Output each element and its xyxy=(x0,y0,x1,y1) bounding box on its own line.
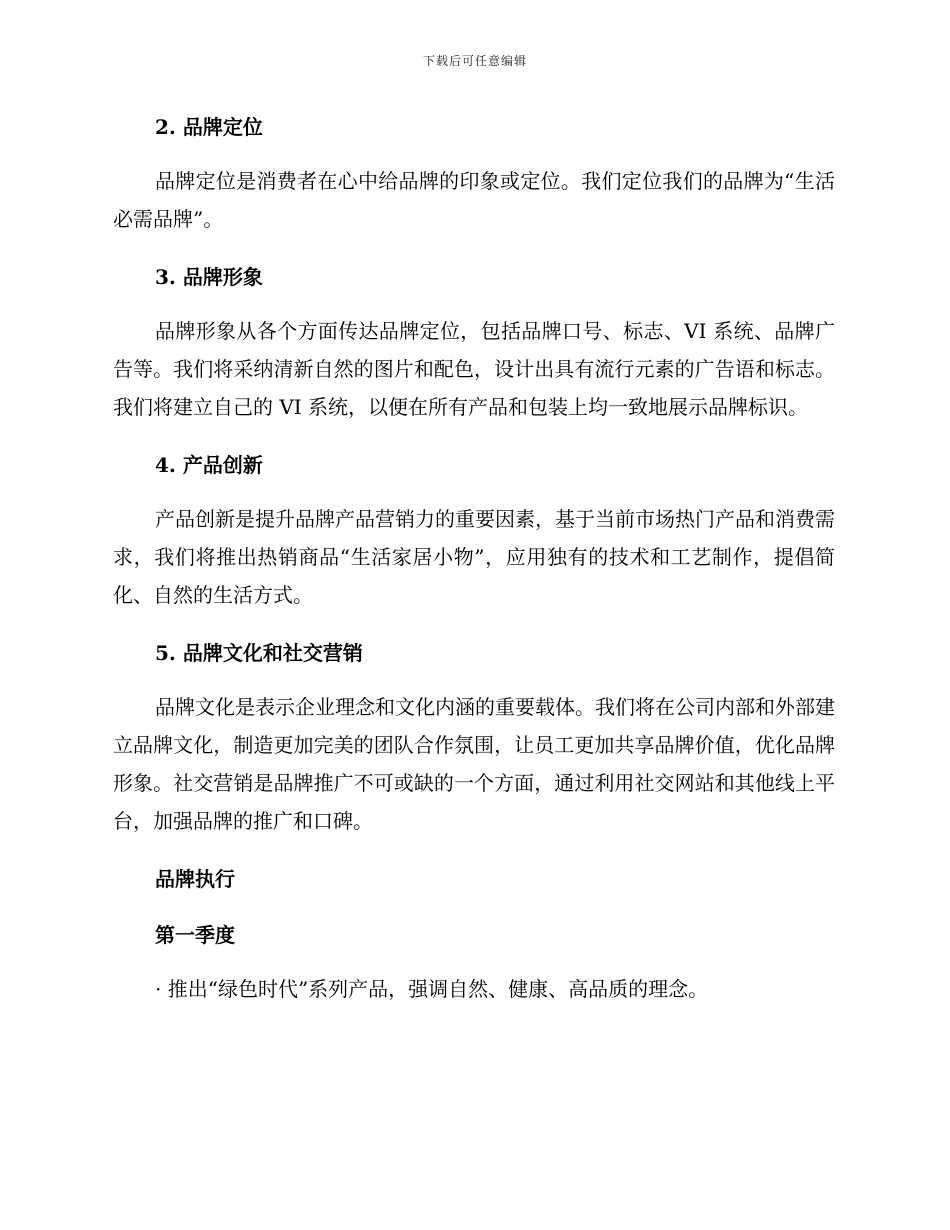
section-heading-brand-positioning: 2. 品牌定位 xyxy=(155,115,263,139)
execution-bullet-item: · 推出“绿色时代”系列产品，强调自然、健康、高品质的理念。 xyxy=(155,977,709,1001)
section-paragraph-product-innovation: 产品创新是提升品牌产品营销力的重要因素，基于当前市场热门产品和消费需求，我们将推出热销商品“生活家居小物”，应用独有的技术和工艺制作，提倡简化、自然的生活方式。 xyxy=(113,507,835,607)
section-heading-brand-image: 3. 品牌形象 xyxy=(155,265,263,289)
document-body xyxy=(113,110,835,1008)
section-paragraph-brand-image: 品牌形象从各个方面传达品牌定位，包括品牌口号、标志、VI 系统、品牌广告等。我们将采纳清新自然的图片和配色，设计出具有流行元素的广告语和标志。我们将建立自己的 VI 系统，以便在所有产品和包装上均一致地展示品牌标识。 xyxy=(113,319,835,419)
page-header: 下载后可任意编辑 xyxy=(422,54,527,68)
section-heading-product-innovation: 4. 产品创新 xyxy=(155,453,263,477)
section-heading-brand-culture: 5. 品牌文化和社交营销 xyxy=(155,641,363,665)
section-paragraph-brand-positioning: 品牌定位是消费者在心中给品牌的印象或定位。我们定位我们的品牌为“生活必需品牌”。 xyxy=(113,169,835,231)
execution-heading: 品牌执行 xyxy=(155,867,235,891)
section-paragraph-brand-culture: 品牌文化是表示企业理念和文化内涵的重要载体。我们将在公司内部和外部建立品牌文化，制造更加完美的团队合作氛围，让员工更加共享品牌价值，优化品牌形象。社交营销是品牌推广不可或缺的一个方面，通过利用社交网站和其他线上平台，加强品牌的推广和口碑。 xyxy=(113,695,835,833)
execution-subheading: 第一季度 xyxy=(155,923,235,947)
